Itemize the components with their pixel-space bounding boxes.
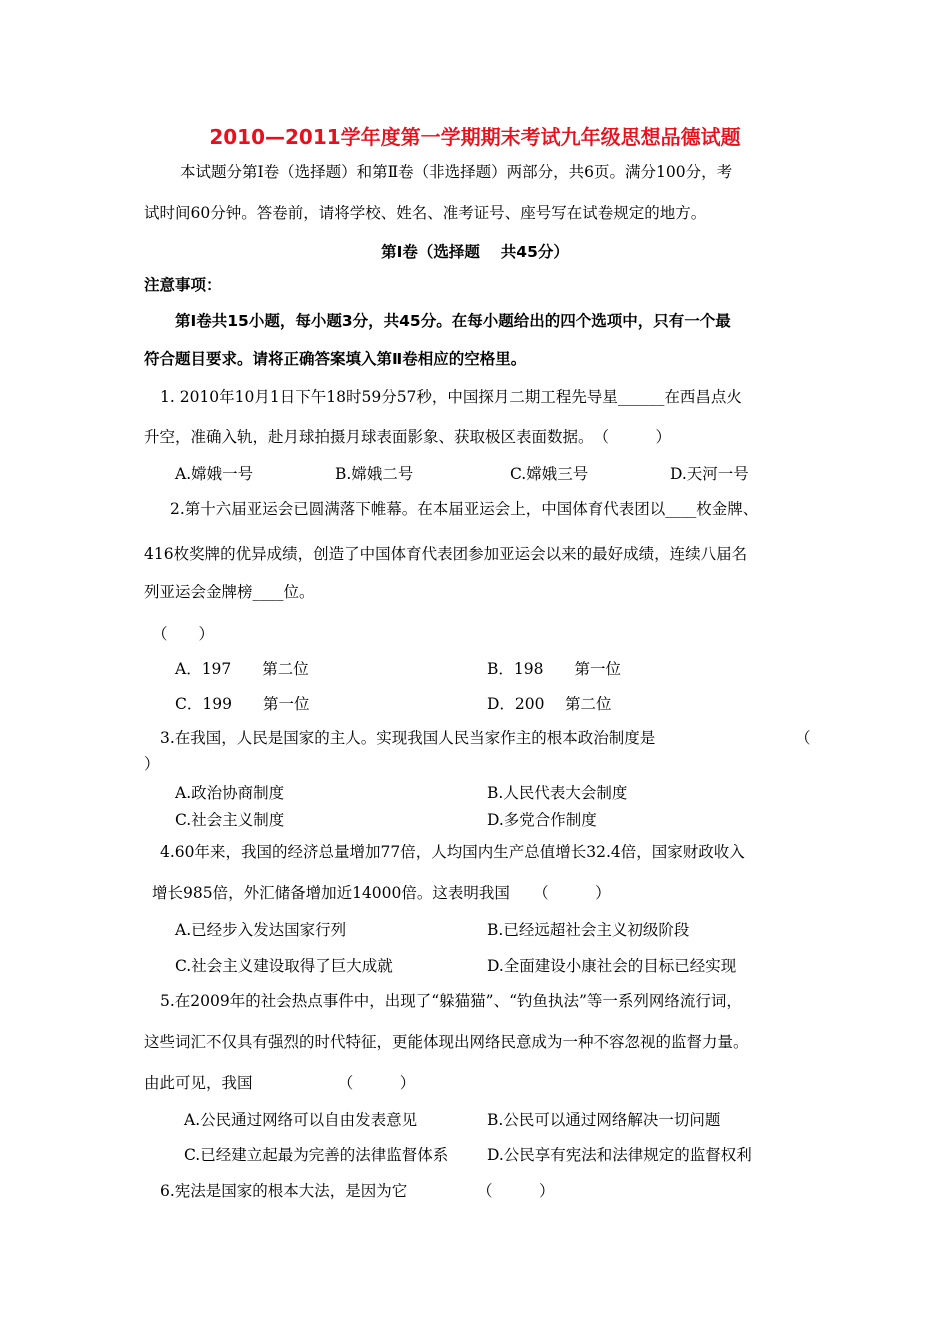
q6-stem-line-1: 6.宪法是国家的根本大法，是因为它 （ ）: [160, 1182, 555, 1200]
intro-line-1: 本试题分第Ⅰ卷（选择题）和第Ⅱ卷（非选择题）两部分，共6页。满分100分，考: [180, 163, 733, 181]
q3-option-c: C.社会主义制度: [175, 811, 285, 829]
section-heading: 第Ⅰ卷（选择题 共45分）: [381, 243, 569, 261]
q2-stem-line-1: 2.第十六届亚运会已圆满落下帷幕。在本届亚运会上，中国体育代表团以____枚金牌、: [170, 500, 759, 518]
q2-option-b: B．198 第一位: [487, 660, 621, 678]
exam-title: 2010—2011学年度第一学期期末考试九年级思想品德试题: [209, 125, 741, 149]
q4-stem-line-2: 增长985倍，外汇储备增加近14000倍。这表明我国 （ ）: [152, 884, 611, 902]
q5-option-b: B.公民可以通过网络解决一切问题: [487, 1111, 721, 1129]
q1-option-b: B.嫦娥二号: [335, 465, 414, 483]
q3-paren-open: （: [795, 729, 811, 747]
q2-option-c: C．199 第一位: [175, 695, 310, 713]
q5-stem-line-3: 由此可见，我国 （ ）: [144, 1074, 416, 1092]
q2-stem-line-2: 416枚奖牌的优异成绩，创造了中国体育代表团参加亚运会以来的最好成绩，连续八届名: [144, 545, 748, 563]
q1-option-d: D.天河一号: [670, 465, 749, 483]
q5-option-c: C.已经建立起最为完善的法律监督体系: [184, 1146, 449, 1164]
q1-option-c: C.嫦娥三号: [510, 465, 589, 483]
q4-stem-line-1: 4.60年来，我国的经济总量增加77倍，人均国内生产总值增长32.4倍，国家财政收入: [160, 843, 745, 861]
q2-option-d: D．200 第二位: [487, 695, 612, 713]
q1-option-a: A.嫦娥一号: [175, 465, 254, 483]
q1-stem-line-1: 1. 2010年10月1日下午18时59分57秒，中国探月二期工程先导星______在西昌点火: [160, 388, 742, 406]
notice-label: 注意事项：: [144, 276, 222, 294]
notice-line-2: 符合题目要求。请将正确答案填入第Ⅱ卷相应的空格里。: [144, 350, 527, 368]
q1-stem-line-2: 升空，准确入轨，赴月球拍摄月球表面影象、获取极区表面数据。 （ ）: [144, 428, 672, 446]
notice-line-1: 第Ⅰ卷共15小题，每小题3分，共45分。在每小题给出的四个选项中，只有一个最: [175, 312, 731, 330]
q2-option-a: A．197 第二位: [175, 660, 309, 678]
q4-option-a: A.已经步入发达国家行列: [175, 921, 347, 939]
q3-option-a: A.政治协商制度: [175, 784, 285, 802]
intro-line-2: 试时间60分钟。答卷前，请将学校、姓名、准考证号、座号写在试卷规定的地方。: [144, 204, 707, 222]
q3-option-b: B.人民代表大会制度: [487, 784, 628, 802]
q2-answer-paren: （ ）: [152, 625, 215, 643]
q3-option-d: D.多党合作制度: [487, 811, 597, 829]
q3-stem-line-1: 3.在我国，人民是国家的主人。实现我国人民当家作主的根本政治制度是: [160, 729, 656, 747]
q4-option-d: D.全面建设小康社会的目标已经实现: [487, 957, 737, 975]
q4-option-c: C.社会主义建设取得了巨大成就: [175, 957, 393, 975]
q4-option-b: B.已经远超社会主义初级阶段: [487, 921, 690, 939]
q5-stem-line-1: 5.在2009年的社会热点事件中，出现了“躲猫猫”、“钓鱼执法”等一系列网络流行词，: [160, 992, 742, 1010]
q5-stem-line-2: 这些词汇不仅具有强烈的时代特征，更能体现出网络民意成为一种不容忽视的监督力量。: [144, 1033, 749, 1051]
q3-paren-close: ）: [144, 755, 160, 773]
q5-option-a: A.公民通过网络可以自由发表意见: [184, 1111, 418, 1129]
q5-option-d: D.公民享有宪法和法律规定的监督权利: [487, 1146, 752, 1164]
q2-stem-line-3: 列亚运会金牌榜____位。: [144, 583, 315, 601]
